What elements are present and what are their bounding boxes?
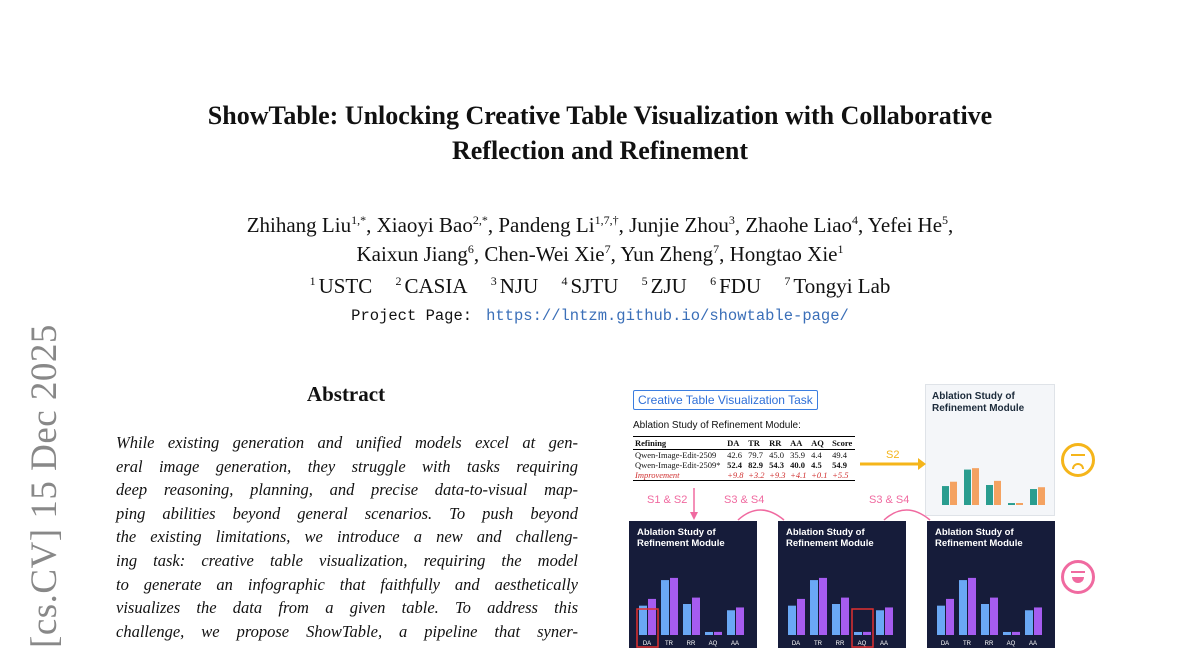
bar-b bbox=[1016, 503, 1023, 505]
infographic-panel-dark bbox=[629, 521, 757, 648]
table-cell: +9.3 bbox=[767, 470, 788, 481]
abstract-body bbox=[116, 431, 578, 643]
arrow-label: S3 & S4 bbox=[724, 494, 765, 506]
table-cell: 54.9 bbox=[832, 460, 847, 470]
abstract-line: deep reasoning, planning, and precise data-to-visual map- bbox=[116, 480, 578, 500]
bar-b bbox=[863, 632, 871, 635]
paper-title bbox=[0, 98, 1200, 168]
bar-a bbox=[986, 485, 993, 505]
tick-label: RR bbox=[984, 641, 994, 647]
tick-label: RR bbox=[835, 641, 845, 647]
table-header-cell: Score bbox=[830, 437, 855, 450]
infographic-panel-dark bbox=[927, 521, 1055, 648]
tick-label: AA bbox=[1028, 641, 1038, 647]
affiliation: $^7$ Tongyi Lab bbox=[784, 274, 891, 298]
author-line: Zhihang Liu$^{1,*}$, Xiaoyi Bao$^{2,*}$, Pandeng $Li^{1,7,\dagger}$, Junjie Zhou$^3$, Zhaohe Liao$^4$, Yefei He$^5$, bbox=[246, 213, 954, 237]
bar-b bbox=[994, 481, 1001, 505]
author: Yefei He$^5$ bbox=[867, 213, 949, 237]
bar-b bbox=[968, 578, 976, 635]
infographic-panel-light bbox=[925, 384, 1055, 516]
author: Chen-Wei Xie$^7$ bbox=[484, 242, 611, 266]
affiliation: $^4$ SJTU bbox=[561, 274, 619, 298]
bar-a bbox=[832, 604, 840, 635]
abstract-line: eral image generation, they struggle with tasks requiring bbox=[116, 456, 578, 476]
table-cell: 52.4 bbox=[727, 460, 743, 470]
bar-b bbox=[972, 468, 979, 505]
table-header-cell: AA bbox=[788, 437, 809, 450]
bar-a bbox=[1003, 632, 1011, 635]
bar-b bbox=[648, 599, 656, 635]
author: Hongtao Xie$^1$ bbox=[729, 242, 844, 266]
table-header-cell: TR bbox=[746, 437, 767, 450]
bar-b bbox=[670, 578, 678, 635]
table-cell: 4.4 bbox=[811, 450, 822, 460]
bar-a bbox=[942, 486, 949, 505]
title-line: Reflection and Refinement bbox=[451, 136, 749, 165]
abstract-heading: Abstract bbox=[306, 382, 386, 406]
affiliation: $^2$ CASIA bbox=[395, 274, 468, 298]
author-line: Kaixun Jiang$^6$, Chen-Wei Xie$^7$, Yun Zheng$^7$, Hongtao Xie$^1$ bbox=[356, 242, 844, 266]
panel-bar-chart bbox=[927, 549, 1055, 648]
table-header-cell: DA bbox=[725, 437, 746, 450]
bar-a bbox=[727, 610, 735, 635]
abstract-line: While existing generation and unified models excel at gen- bbox=[116, 433, 578, 452]
table-cell: Qwen-Image-Edit-2509* bbox=[635, 460, 721, 470]
arrow-label: S3 & S4 bbox=[869, 494, 910, 506]
bar-b bbox=[885, 607, 893, 635]
project-page bbox=[0, 307, 1200, 325]
table-cell: 49.4 bbox=[832, 450, 847, 460]
table-row bbox=[633, 450, 855, 461]
bar-a bbox=[959, 580, 967, 635]
bar-b bbox=[1034, 607, 1042, 635]
table-cell: +0.1 bbox=[809, 470, 830, 481]
author-list bbox=[0, 211, 1200, 269]
bar-b bbox=[946, 599, 954, 635]
bar-a bbox=[705, 632, 713, 635]
affiliation: $^1$ USTC bbox=[309, 274, 373, 298]
bar-a bbox=[1008, 503, 1015, 505]
table-header-cell: RR bbox=[767, 437, 788, 450]
arrow-label: S2 bbox=[886, 449, 900, 461]
affiliation: $^3$ NJU bbox=[490, 274, 539, 298]
bar-a bbox=[854, 632, 862, 635]
bar-a bbox=[810, 580, 818, 635]
tick-label: DA bbox=[940, 641, 950, 647]
arxiv-stamp: [cs.CV] 15 Dec 2025 bbox=[24, 324, 65, 648]
bar-a bbox=[683, 604, 691, 635]
arrow-s3s4-b bbox=[884, 510, 930, 520]
tick-label: AQ bbox=[857, 641, 867, 647]
table-cell: Improvement bbox=[633, 470, 725, 481]
abstract-line: ing task: creative table visualization, requiring the model bbox=[116, 550, 578, 570]
bar-b bbox=[1038, 487, 1045, 505]
teaser-figure bbox=[620, 380, 1065, 648]
table-cell: +9.8 bbox=[725, 470, 746, 481]
bar-a bbox=[1030, 489, 1037, 505]
table-cell: +5.5 bbox=[830, 470, 855, 481]
bar-b bbox=[714, 632, 722, 635]
bar-b bbox=[841, 598, 849, 635]
table-cell: 40.0 bbox=[790, 460, 805, 470]
bar-b bbox=[819, 578, 827, 635]
panel-bar-chart bbox=[629, 549, 757, 648]
author: Pandeng $Li^{1,7,\dagger}$ bbox=[498, 213, 619, 237]
tick-label: TR bbox=[665, 641, 673, 647]
ablation-table bbox=[633, 436, 855, 481]
author: Zhihang Liu$^{1,*}$ bbox=[246, 213, 367, 237]
panel-bar-chart bbox=[778, 549, 906, 648]
table-row bbox=[633, 460, 855, 470]
tick-label: RR bbox=[686, 641, 696, 647]
bar-a bbox=[788, 606, 796, 635]
table-cell: 82.9 bbox=[748, 460, 764, 470]
task-label: Creative Table Visualization Task bbox=[633, 390, 818, 410]
table-cell: +3.2 bbox=[746, 470, 767, 481]
light-panel-chart bbox=[926, 425, 1054, 515]
tick-label: DA bbox=[642, 641, 652, 647]
bar-b bbox=[692, 598, 700, 635]
panel-title: Ablation Study of Refinement Module bbox=[786, 527, 874, 549]
arrow-label: S1 & S2 bbox=[647, 494, 688, 506]
table-caption: Ablation Study of Refinement Module: bbox=[633, 420, 801, 431]
table-row bbox=[633, 470, 855, 481]
project-url-link[interactable]: https://lntzm.github.io/showtable-page/ bbox=[486, 307, 849, 325]
tick-label: DA bbox=[791, 641, 801, 647]
arrowhead-s1s2 bbox=[690, 512, 698, 520]
table-cell: 4.5 bbox=[811, 460, 822, 470]
bar-a bbox=[1025, 610, 1033, 635]
bar-b bbox=[950, 482, 957, 505]
bar-b bbox=[797, 599, 805, 635]
table-cell: 42.6 bbox=[727, 450, 743, 460]
bar-a bbox=[876, 610, 884, 635]
tick-label: AA bbox=[730, 641, 740, 647]
abstract-line: challenge, we propose ShowTable, a pipeline that syner- bbox=[116, 621, 578, 641]
table-cell: 54.3 bbox=[769, 460, 784, 470]
panel-title: Ablation Study of Refinement Module bbox=[932, 391, 1025, 414]
panel-title: Ablation Study of Refinement Module bbox=[637, 527, 725, 549]
tick-label: AQ bbox=[1006, 641, 1016, 647]
bar-a bbox=[661, 580, 669, 635]
bar-a bbox=[964, 470, 971, 505]
bar-b bbox=[1012, 632, 1020, 635]
bar-b bbox=[990, 598, 998, 635]
tick-label: TR bbox=[963, 641, 971, 647]
bar-b bbox=[736, 607, 744, 635]
happy-face-icon bbox=[1061, 560, 1095, 594]
tick-label: AQ bbox=[708, 641, 718, 647]
table-cell: 35.9 bbox=[790, 450, 805, 460]
affiliation: $^5$ ZJU bbox=[641, 274, 687, 298]
abstract-line: ping abilities beyond general scenarios. To push beyond bbox=[116, 503, 578, 523]
bar-a bbox=[639, 606, 647, 635]
table-cell: +4.1 bbox=[788, 470, 809, 481]
affiliation: $^6$ FDU bbox=[710, 274, 762, 298]
project-label: Project Page: bbox=[351, 307, 473, 325]
author: Junjie Zhou$^3$ bbox=[629, 213, 735, 237]
infographic-panel-dark bbox=[778, 521, 906, 648]
sad-face-icon bbox=[1061, 443, 1095, 477]
affiliations bbox=[0, 272, 1200, 301]
table-cell: 79.7 bbox=[748, 450, 764, 460]
tick-label: AA bbox=[879, 641, 889, 647]
abstract-line: visualizes the data from a given table. To address this bbox=[116, 598, 578, 618]
title-line: ShowTable: Unlocking Creative Table Visualization with Collaborative bbox=[207, 101, 993, 130]
bar-a bbox=[981, 604, 989, 635]
bar-a bbox=[937, 606, 945, 635]
panel-title: Ablation Study of Refinement Module bbox=[935, 527, 1023, 549]
author: Zhaohe Liao$^4$ bbox=[745, 213, 859, 237]
abstract-line: the existing limitations, we introduce a new and challeng- bbox=[116, 527, 578, 547]
arrow-s3s4-a bbox=[738, 510, 784, 520]
table-header-cell: AQ bbox=[809, 437, 830, 450]
table-cell: 45.0 bbox=[769, 450, 784, 460]
author: Yun Zheng$^7$ bbox=[620, 242, 720, 266]
abstract-line: to generate an infographic that faithfully and aesthetically bbox=[116, 574, 578, 594]
tick-label: TR bbox=[814, 641, 822, 647]
table-cell: Qwen-Image-Edit-2509 bbox=[635, 450, 717, 460]
author: Kaixun Jiang$^6$ bbox=[356, 242, 474, 266]
table-header-cell: Refining bbox=[633, 437, 725, 450]
table-header-row bbox=[633, 437, 855, 450]
author: Xiaoyi Bao$^{2,*}$ bbox=[376, 213, 488, 237]
